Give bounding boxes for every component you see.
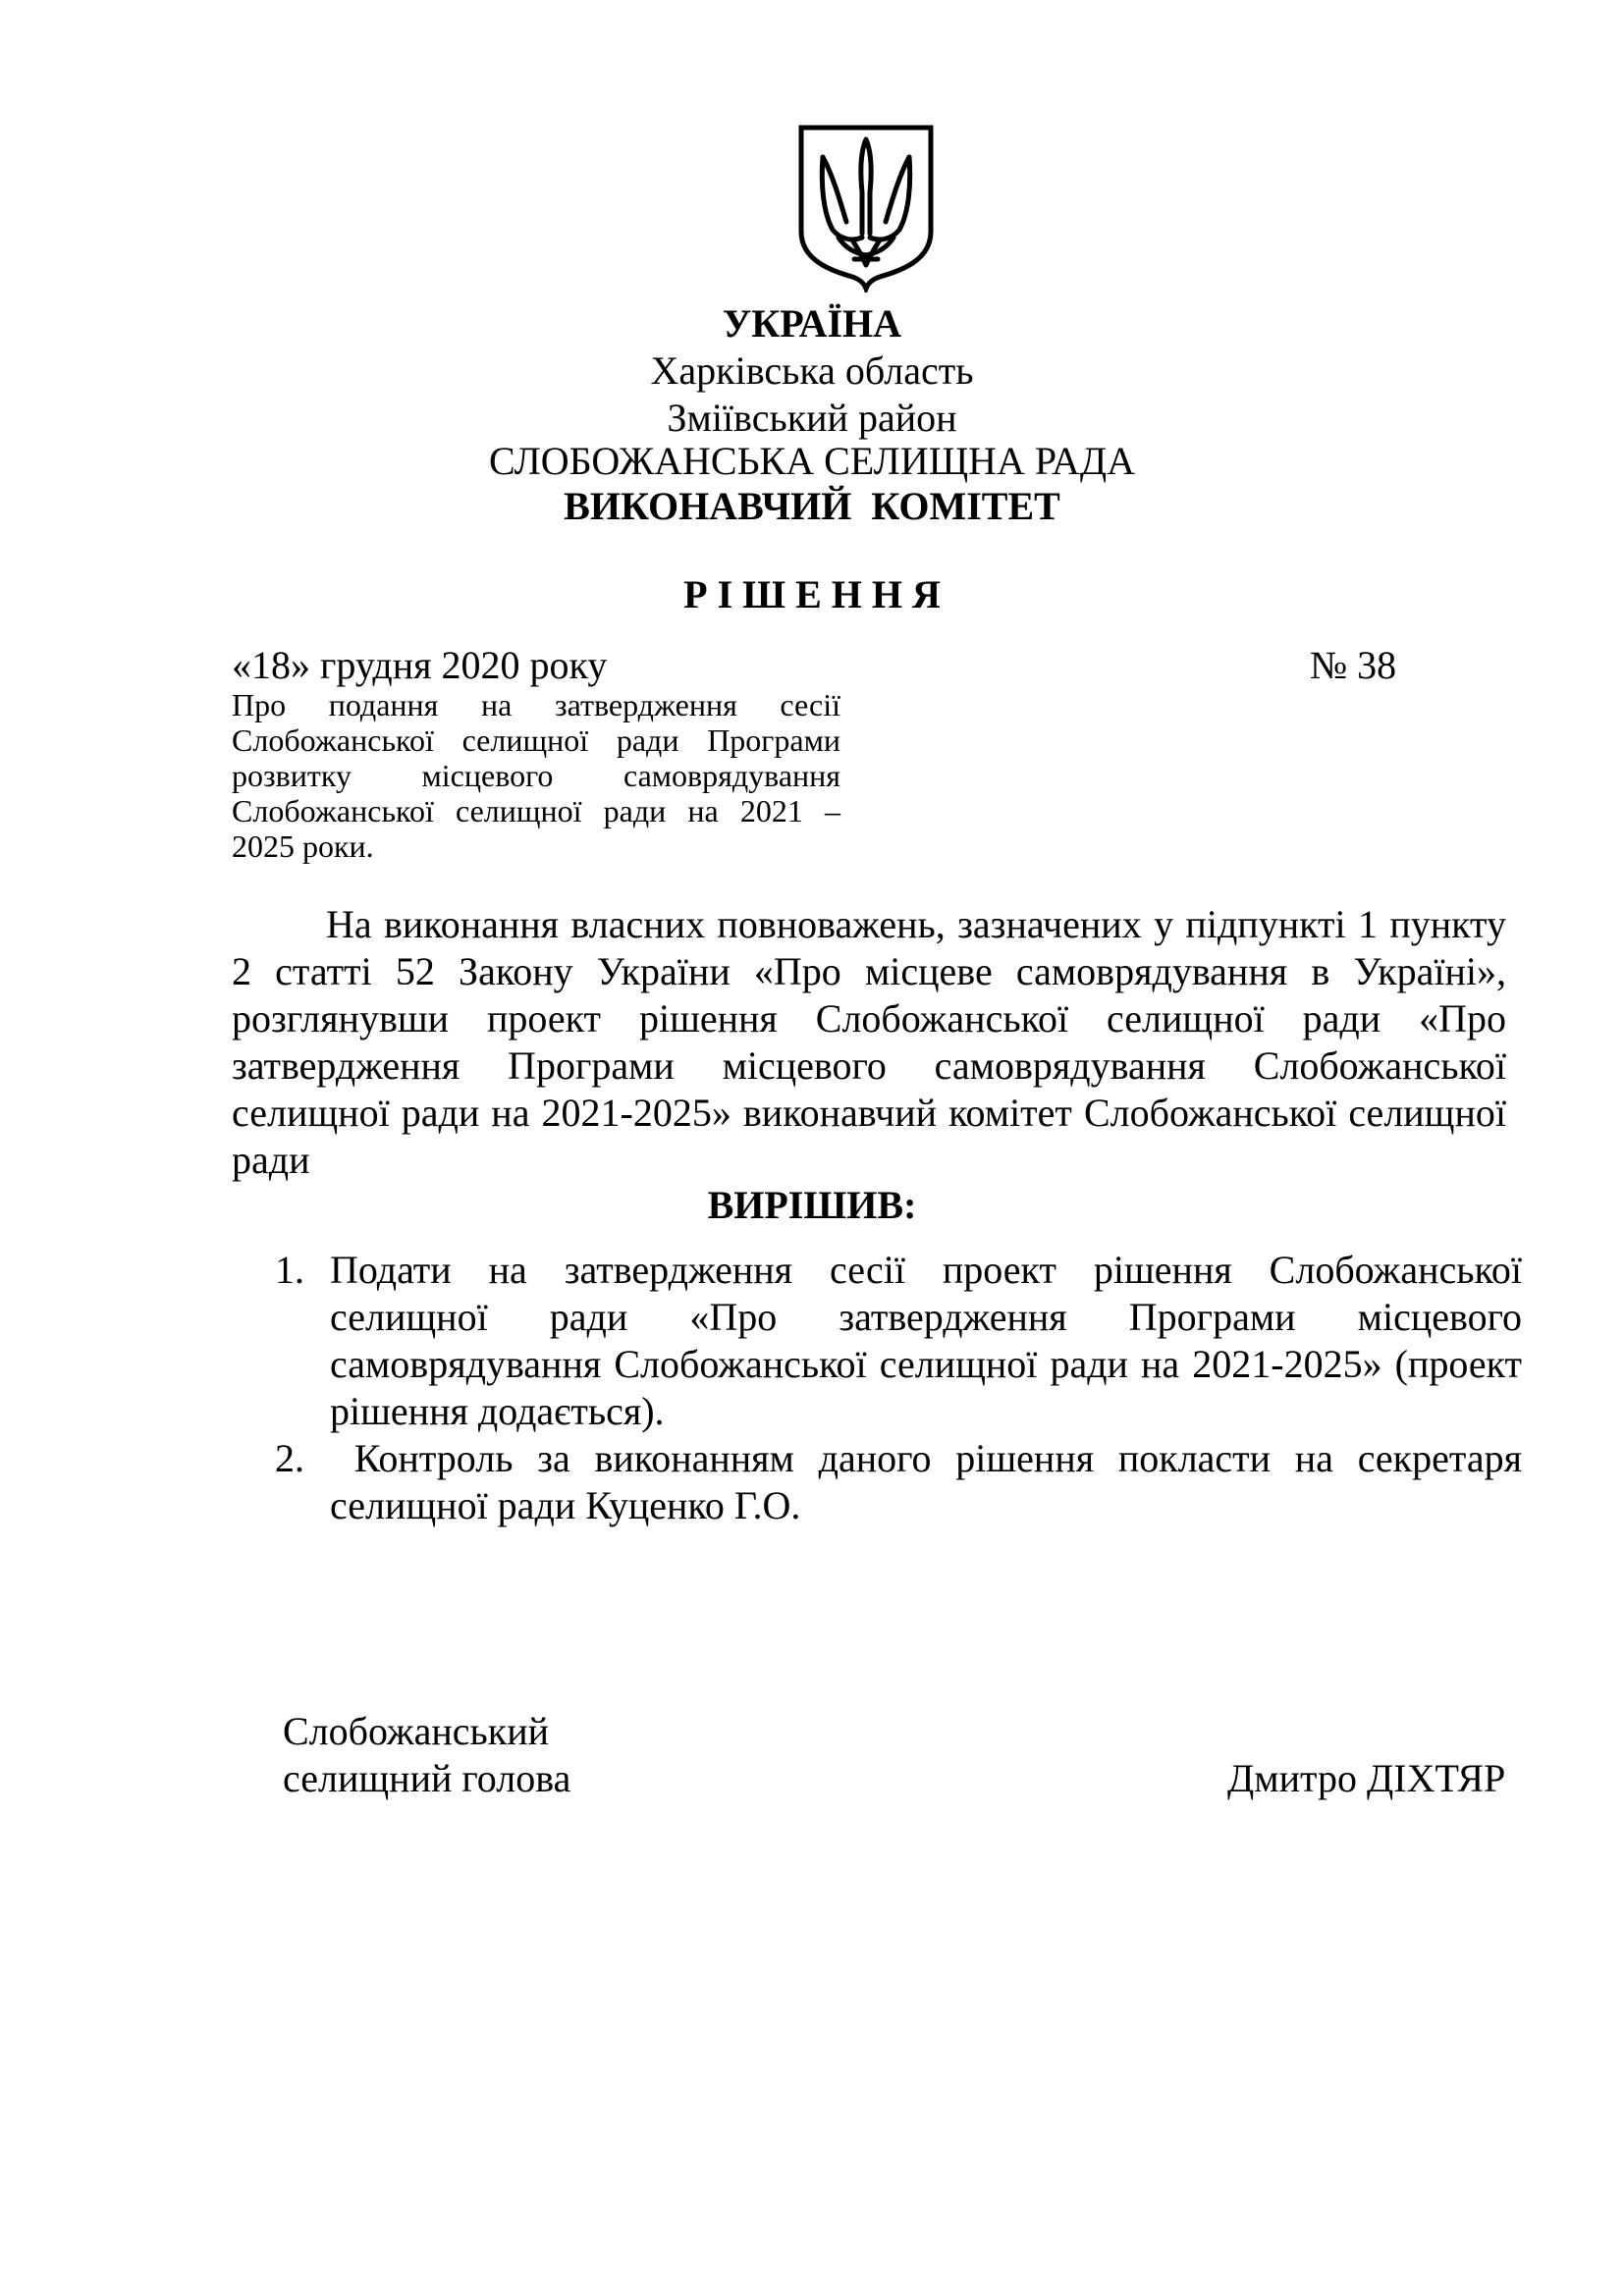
resolution-list [275, 1247, 1532, 1529]
document-type-heading: Р І Ш Е Н Н Я [683, 572, 941, 616]
committee-heading: ВИКОНАВЧИЙ КОМІТЕТ [564, 484, 1060, 528]
signatory-title-line2: селищний голова [283, 1756, 571, 1800]
signatory-title-line1: Слобожанський [283, 1709, 550, 1753]
raion-line: Зміївський район [667, 396, 957, 440]
resolved-heading: ВИРІШИВ: [707, 1183, 917, 1227]
list-item-text: Подати на затвердження сесії проект рішення Слобожанської селищної ради «Про затвердження Програми місцевого самоврядування Слобожанської селищної ради на 2021-2025» (проект рішення додається). [330, 1248, 1522, 1433]
preamble-paragraph: На виконання власних повноважень, зазначених у підпункті 1 пункту 2 статті 52 Закону України «Про місцеве самоврядування в Україні», розглянувши проект рішення Слобожанської селищної ради «Про затвердження Програми місцевого самоврядування Слобожанської селищної ради на 2021-2025» виконавчий комітет Слобожанської селищної ради [232, 902, 1506, 1182]
list-item [275, 1247, 1522, 1435]
signatory-name: Дмитро ДІХТЯР [1227, 1756, 1506, 1800]
trident-coat-of-arms-icon [797, 124, 935, 293]
list-item-number: 2. [275, 1436, 304, 1480]
decision-number: № 38 [1310, 643, 1397, 687]
list-item [275, 1435, 1532, 1529]
list-item-number: 1. [275, 1248, 304, 1292]
decision-date: «18» грудня 2020 року [232, 643, 608, 687]
country-heading: УКРАЇНА [722, 301, 902, 346]
decision-subject: Про подання на затвердження сесії Слобожанської селищної ради Програми розвитку місцевого самоврядування Слобожанської селищної ради на 2021 – 2025 роки. [232, 687, 840, 864]
list-item-text: Контроль за виконанням даного рішення покласти на секретаря селищної ради Куценко Г.О. [330, 1436, 1532, 1527]
council-line: СЛОБОЖАНСЬКА СЕЛИЩНА РАДА [488, 439, 1136, 483]
oblast-line: Харківська область [650, 348, 974, 393]
